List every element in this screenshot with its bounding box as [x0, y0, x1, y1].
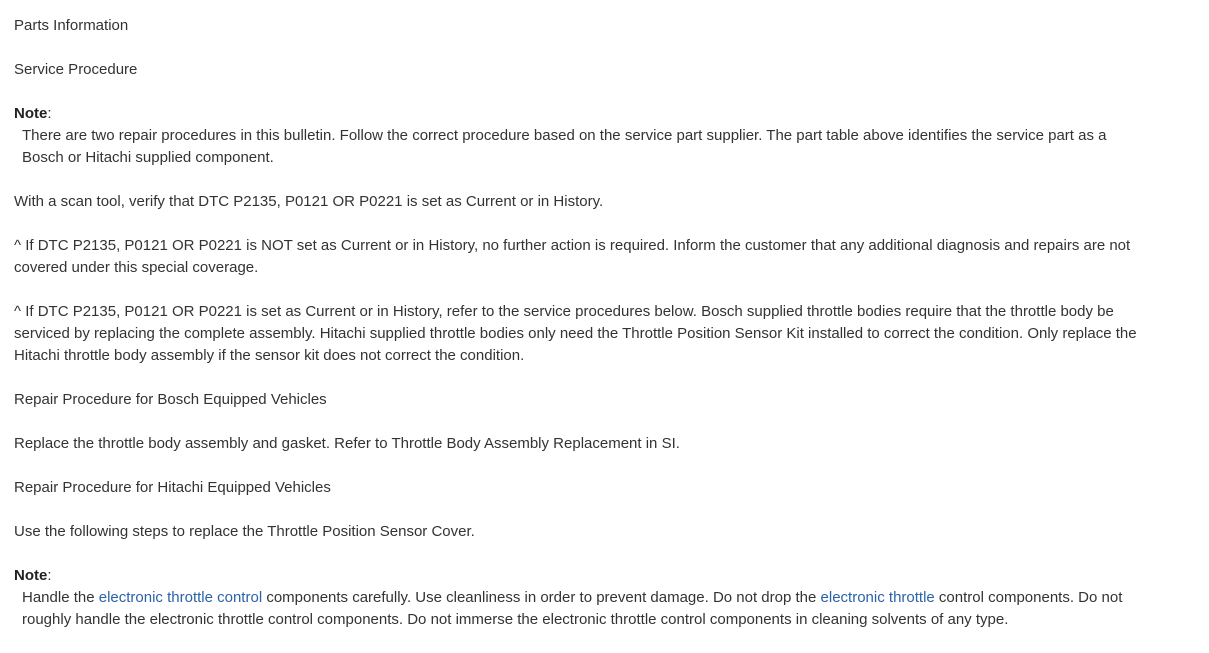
electronic-throttle-link[interactable]: electronic throttle [820, 589, 935, 606]
electronic-throttle-control-link[interactable]: electronic throttle control [98, 589, 263, 606]
parts-information-heading: Parts Information [14, 17, 129, 34]
dtc-not-set-text: ^ If DTC P2135, P0121 OR P0221 is NOT set as Current or in History, no further action is required. Inform the customer that any additional diagnosis and repairs are not covered under this special coverage. [14, 237, 1131, 276]
note-text: There are two repair procedures in this bulletin. Follow the correct procedure based on the service part supplier. The part table above identifies the service part as a Bosch or Hitachi supplied component. [22, 127, 1107, 166]
note-colon: : [47, 105, 52, 122]
service-procedure-heading: Service Procedure [14, 61, 138, 78]
hitachi-procedure-heading: Repair Procedure for Hitachi Equipped Vehicles [14, 479, 331, 496]
bosch-procedure-step: Replace the throttle body assembly and gasket. Refer to Throttle Body Assembly Replacement in SI. [14, 435, 680, 452]
note-label-line [14, 103, 1144, 125]
note-text-part-1: Handle the [22, 589, 99, 606]
note-text-part-3: control components. Do not roughly handle the electronic throttle control components. Do not immerse the electronic throttle control components in cleaning solvents of any type. [22, 589, 1123, 628]
dtc-set-text: ^ If DTC P2135, P0121 OR P0221 is set as Current or in History, refer to the service procedures below. Bosch supplied throttle bodies require that the throttle body be serviced by replacing the complete assembly. Hitachi supplied throttle bodies only need the Throttle Position Sensor Kit installed to correct the condition. Only replace the Hitachi throttle body assembly if the sensor kit does not correct the condition. [14, 303, 1137, 364]
note-text [14, 587, 1144, 631]
note-text-part-2: components carefully. Use cleanliness in order to prevent damage. Do not drop the [262, 589, 821, 606]
hitachi-procedure-intro: Use the following steps to replace the Throttle Position Sensor Cover. [14, 523, 475, 540]
note-block-1 [14, 103, 1144, 169]
bosch-procedure-heading: Repair Procedure for Bosch Equipped Vehicles [14, 391, 327, 408]
note-label: Note [14, 567, 48, 584]
note-colon: : [47, 567, 52, 584]
note-block-2 [14, 565, 1144, 631]
bulletin-document [14, 15, 1144, 653]
note-label-line [14, 565, 1144, 587]
verify-dtc-text: With a scan tool, verify that DTC P2135, P0121 OR P0221 is set as Current or in History. [14, 193, 604, 210]
note-label: Note [14, 105, 48, 122]
